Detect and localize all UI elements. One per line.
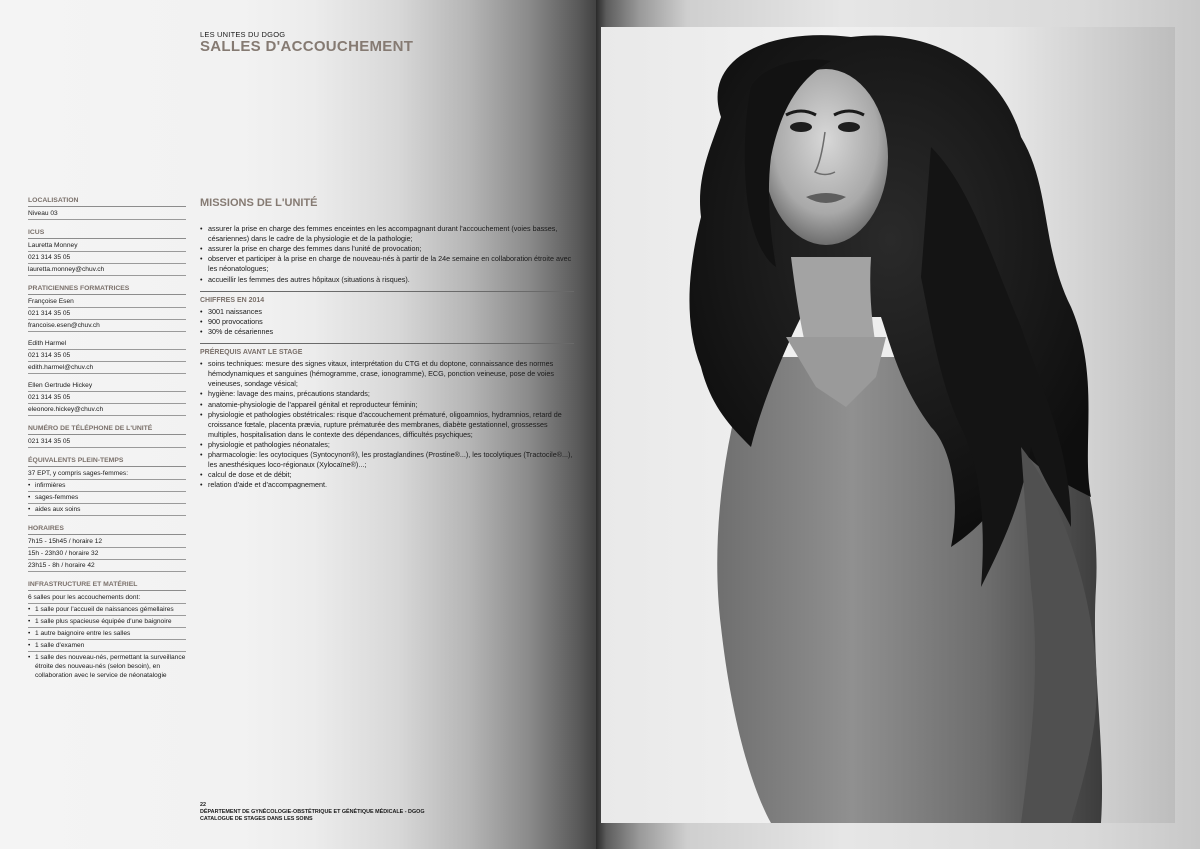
list-item-text: physiologie et pathologies obstétricales: risque d'accouchement prématuré, oligoamnios, hydramnios, retard de croissance fœtale, placenta prævia, rupture prématurée des membranes, diabète gestationnel, grossesses multiples, hospitalisation dans le contexte des dépendances, difficultés psychiques;: [208, 409, 562, 439]
list-item: [200, 440, 574, 450]
list-item: [200, 450, 574, 470]
list-item-text: 1 salle pour l'accueil de naissances gémellaires: [35, 606, 174, 613]
horaires-heading: HORAIRES: [28, 524, 186, 535]
bullet-icon: •: [200, 316, 203, 326]
list-item-text: assurer la prise en charge des femmes dans l'unité de provocation;: [208, 244, 422, 254]
person-name: Françoise Esen: [28, 296, 186, 308]
person-email[interactable]: eleonore.hickey@chuv.ch: [28, 404, 186, 416]
telephone-heading: NUMÉRO DE TÉLÉPHONE DE L'UNITÉ: [28, 424, 186, 435]
ept-heading: ÉQUIVALENTS PLEIN-TEMPS: [28, 456, 186, 467]
list-item: [28, 616, 186, 628]
localisation-heading: LOCALISATION: [28, 196, 186, 207]
bullet-icon: •: [200, 449, 203, 459]
list-item-text: sages-femmes: [35, 494, 79, 501]
list-item-text: infirmières: [35, 482, 66, 489]
page-title: SALLES D'ACCOUCHEMENT: [200, 38, 414, 55]
person-email[interactable]: edith.harmel@chuv.ch: [28, 362, 186, 374]
list-item-text: 1 salle d'examen: [35, 642, 85, 649]
section-label: LES UNITES DU DGOG: [200, 30, 286, 39]
infrastructure-section: [28, 580, 186, 681]
list-item: [28, 628, 186, 640]
person-name: Edith Harmel: [28, 338, 186, 350]
list-item: [28, 640, 186, 652]
list-item: [200, 480, 574, 490]
list-item: [200, 470, 574, 480]
footer-line-1: DÉPARTEMENT DE GYNÉCOLOGIE-OBSTÉTRIQUE ET GÉNÉTIQUE MÉDICALE - DGOG: [200, 809, 425, 815]
list-item-text: hygiène: lavage des mains, précautions standards;: [208, 389, 370, 399]
sidebar: [28, 196, 186, 689]
list-item-text: relation d'aide et d'accompagnement.: [208, 480, 328, 490]
person-phone: 021 314 35 05: [28, 308, 186, 320]
list-item-text: 900 provocations: [208, 316, 263, 326]
list-item: [28, 480, 186, 492]
horaire-item: 15h - 23h30 / horaire 32: [28, 548, 186, 560]
bullet-icon: •: [28, 494, 31, 501]
list-item: [200, 307, 574, 317]
icus-heading: ICUS: [28, 228, 186, 239]
bullet-icon: •: [200, 389, 203, 399]
bullet-icon: •: [200, 409, 203, 419]
list-item: [28, 492, 186, 504]
bullet-icon: •: [200, 254, 203, 264]
list-item: [200, 244, 574, 254]
list-item-text: physiologie et pathologies néonatales;: [208, 439, 330, 449]
list-item-text: 30% de césariennes: [208, 326, 274, 336]
page-footer: [200, 802, 425, 823]
person-block: [28, 338, 186, 374]
bullet-icon: •: [200, 224, 203, 234]
list-item: [28, 604, 186, 616]
list-item-text: calcul de dose et de débit;: [208, 470, 292, 480]
list-item: [200, 327, 574, 337]
bullet-icon: •: [200, 274, 203, 284]
divider: [200, 343, 574, 344]
bullet-icon: •: [28, 606, 31, 613]
list-item-text: 1 autre baignoire entre les salles: [35, 630, 131, 637]
chiffres-heading: CHIFFRES EN 2014: [200, 296, 265, 304]
list-item-text: 3001 naissances: [208, 306, 262, 316]
person-email[interactable]: francoise.esen@chuv.ch: [28, 320, 186, 332]
person-block: [28, 380, 186, 416]
list-item: [200, 400, 574, 410]
localisation-value: Niveau 03: [28, 208, 186, 220]
list-item-text: assurer la prise en charge des femmes enceintes en les accompagnant durant l'accouchement (voies basses, césariennes) dans le cadre de la physiologie et de la pathologie;: [208, 224, 558, 244]
bullet-icon: •: [200, 244, 203, 254]
bullet-icon: •: [28, 506, 31, 513]
icus-section: [28, 228, 186, 276]
bullet-icon: •: [28, 618, 31, 625]
horaire-item: 7h15 - 15h45 / horaire 12: [28, 536, 186, 548]
bullet-icon: •: [28, 630, 31, 637]
prerequis-list: [200, 359, 574, 490]
person-block: [28, 296, 186, 332]
bullet-icon: •: [28, 642, 31, 649]
bullet-icon: •: [28, 482, 31, 489]
list-item-text: pharmacologie: les ocytociques (Syntocynon®), les prostaglandines (Prostine®...), les tocolytiques (Tractocile®...), les anesthésiques loco-régionaux (Xylocaïne®)...;: [208, 449, 573, 470]
list-item: [200, 275, 574, 285]
list-item-text: accueillir les femmes des autres hôpitaux (situations à risques).: [208, 274, 410, 284]
praticiennes-heading: PRATICIENNES FORMATRICES: [28, 284, 186, 295]
prerequis-heading: PRÉREQUIS AVANT LE STAGE: [200, 349, 303, 357]
portrait-photo: [601, 27, 1175, 823]
list-item-text: aides aux soins: [35, 506, 81, 513]
ept-intro: 37 EPT, y compris sages-femmes:: [28, 468, 186, 480]
portrait-illustration: [601, 27, 1175, 823]
bullet-icon: •: [200, 399, 203, 409]
list-item-text: 1 salle des nouveau-nés, permettant la surveillance étroite des nouveau-nés (selon besoin), en collaboration avec le service de néonatalogie: [35, 654, 186, 679]
praticiennes-section: [28, 284, 186, 416]
telephone-section: [28, 424, 186, 448]
main-content: [200, 198, 574, 490]
list-item-text: soins techniques: mesure des signes vitaux, interprétation du CTG et du doptone, connaissance des normes hémodynamiques et sanguines (hémogramme, crase, ionogramme), ECG, ponction veineuse, pose de voies veineuses, sondage vésical;: [208, 359, 554, 389]
person-phone: 021 314 35 05: [28, 350, 186, 362]
icus-email[interactable]: lauretta.monney@chuv.ch: [28, 264, 186, 276]
telephone-value: 021 314 35 05: [28, 436, 186, 448]
list-item: [200, 224, 574, 244]
list-item: [28, 504, 186, 516]
bullet-icon: •: [200, 326, 203, 336]
localisation-section: [28, 196, 186, 220]
footer-line-2: CATALOGUE DE STAGES DANS LES SOINS: [200, 816, 313, 822]
icus-phone: 021 314 35 05: [28, 252, 186, 264]
list-item-text: anatomie-physiologie de l'appareil génital et reproducteur féminin;: [208, 399, 418, 409]
bullet-icon: •: [200, 306, 203, 316]
ept-section: [28, 456, 186, 516]
icus-name: Lauretta Monney: [28, 240, 186, 252]
divider: [200, 291, 574, 292]
infrastructure-intro: 6 salles pour les accouchements dont:: [28, 592, 186, 604]
list-item-text: 1 salle plus spacieuse équipée d'une baignoire: [35, 618, 172, 625]
missions-heading: MISSIONS DE L'UNITÉ: [200, 197, 318, 209]
person-name: Ellen Gertrude Hickey: [28, 380, 186, 392]
list-item: [200, 359, 574, 389]
list-item: [200, 410, 574, 440]
bullet-icon: •: [200, 470, 203, 480]
missions-list: [200, 224, 574, 285]
chiffres-list: [200, 307, 574, 337]
bullet-icon: •: [28, 654, 31, 661]
list-item-text: observer et participer à la prise en charge de nouveau-nés à partir de la 24e semaine en collaboration étroite avec les néonatologues;: [208, 254, 572, 274]
horaire-item: 23h15 - 8h / horaire 42: [28, 560, 186, 572]
list-item: [200, 317, 574, 327]
page-number: 22: [200, 802, 206, 808]
list-item: [28, 652, 186, 681]
list-item: [200, 254, 574, 274]
bullet-icon: •: [200, 480, 203, 490]
list-item: [200, 389, 574, 399]
infrastructure-heading: INFRASTRUCTURE ET MATÉRIEL: [28, 580, 186, 591]
horaires-section: [28, 524, 186, 572]
bullet-icon: •: [200, 359, 203, 369]
bullet-icon: •: [200, 439, 203, 449]
person-phone: 021 314 35 05: [28, 392, 186, 404]
